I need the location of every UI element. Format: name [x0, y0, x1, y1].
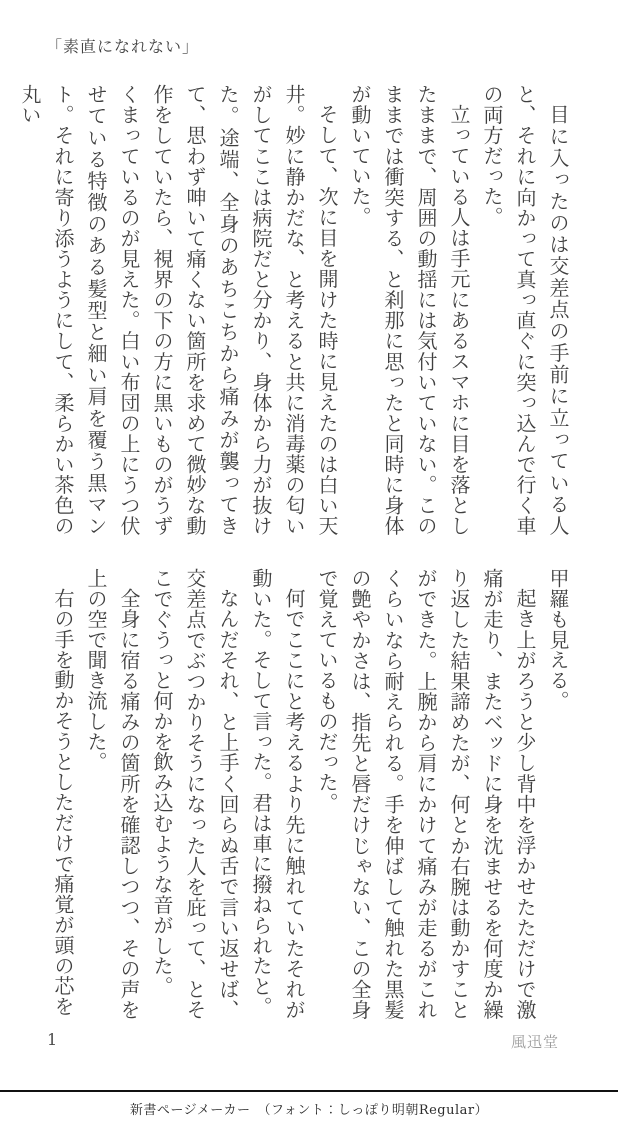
paragraph: 右の手を動かそうとしただけで痛覚が頭の芯を — [51, 588, 75, 1017]
paragraph: 起き上がろうと少し背中を浮かせたただけで激痛が走り、またベッドに身を沈ませるを何度か繰り返した結果諦めたが、何とか右腕は動かすことができた。上腕から肩にかけて痛みが走るがこれくらいなら耐えられる。手を伸ばして触れた黒髪の艶やかさは、指先と唇だけじゃない、この全身で覚えているものだった。 — [315, 568, 537, 1020]
paragraph: 何でここにと考えるより先に触れていたそれが動いた。そして言った。君は車に撥ねられたと。 — [249, 568, 306, 1020]
text-block-upper — [13, 84, 574, 536]
paragraph: 立っている人は手元にあるスマホに目を落としたままで、周囲の動揺には気付いていない。このままでは衝突する、と刹那に思ったと同時に身体が動いていた。 — [348, 84, 471, 536]
paragraph: 目に入ったのは交差点の手前に立っている人と、それに向かって真っ直ぐに突っ込んで行く車の両方だった。 — [480, 84, 570, 536]
paragraph: そして、次に目を開けた時に見えたのは白い天井。妙に静かだな、と考えると共に消毒薬の匂いがしてここは病院だと分かり、身体から力が抜けた。途端、全身のあちこちから痛みが襲ってきて、思わず呻いて痛くない箇所を求めて微妙な動作をしていたら、視界の下の方に黒いものがうずくまっているのが見えた。白い布団の上にうつ伏せている特徴のある髪型と細い肩を覆う黒マント。それに寄り添うようにして、柔らかい茶色の丸い — [18, 84, 339, 536]
footer-credit: 新書ページメーカー （フォント：しっぽり明朝Regular） — [129, 1103, 489, 1118]
page-title: 「素直になれない」 — [46, 37, 200, 56]
publisher-name: 風迅堂 — [511, 1033, 560, 1051]
text-block-lower — [46, 568, 574, 1020]
paragraph: 全身に宿る痛みの箇所を確認しつつ、その声を上の空で聞き流した。 — [84, 568, 141, 1020]
page-number: 1 — [47, 1030, 58, 1049]
footer-bar — [0, 1090, 618, 1132]
paragraph: なんだそれ、と上手く回らぬ舌で言い返せば、交差点でぶつかりそうになった人を庇って、とそこでぐうっと何かを飲み込むような音がした。 — [150, 568, 240, 1020]
paragraph: 甲羅も見える。 — [546, 568, 570, 711]
